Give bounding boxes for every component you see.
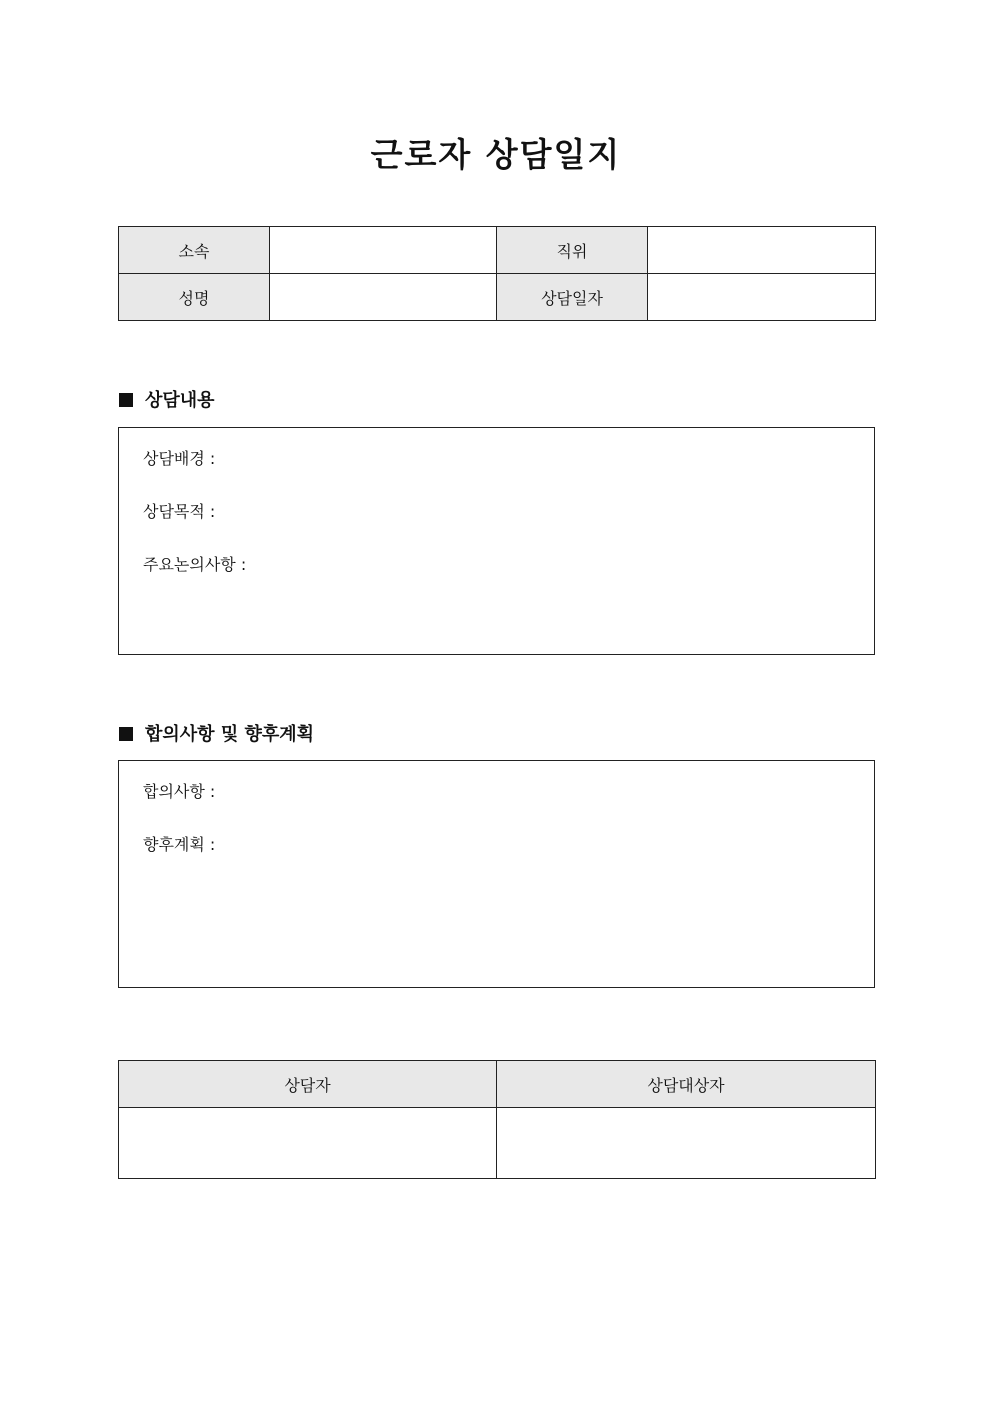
signature-table: [118, 1060, 876, 1179]
consultation-purpose-field: [143, 501, 215, 523]
info-row-affiliation-position: [119, 227, 876, 274]
consultation-purpose-label: 상담목적 :: [143, 502, 216, 521]
counselor-signature-field[interactable]: [119, 1108, 497, 1179]
employee-info-table: [118, 226, 876, 321]
black-square-icon: [119, 393, 133, 407]
name-field[interactable]: [270, 274, 497, 321]
name-label: 성명: [119, 274, 270, 321]
main-discussion-label: 주요논의사항 :: [143, 555, 247, 574]
agreement-field: [143, 781, 215, 803]
consultation-content-box[interactable]: [118, 427, 875, 655]
info-row-name-date: [119, 274, 876, 321]
document-title: 근로자 상담일지: [370, 135, 622, 174]
consultation-date-label: 상담일자: [497, 274, 648, 321]
consultation-background-label: 상담배경 :: [143, 449, 216, 468]
position-field[interactable]: [648, 227, 876, 274]
future-plan-label: 향후계획 :: [143, 835, 216, 854]
affiliation-label: 소속: [119, 227, 270, 274]
agreement-plan-heading-text: 합의사항 및 향후계획: [145, 724, 315, 745]
counselee-label: 상담대상자: [497, 1061, 876, 1108]
counselee-signature-field[interactable]: [497, 1108, 876, 1179]
future-plan-field: [143, 834, 215, 856]
consultation-content-heading-text: 상담내용: [145, 390, 215, 411]
agreement-plan-box[interactable]: [118, 760, 875, 988]
main-discussion-field: [143, 554, 246, 576]
agreement-plan-heading: [119, 723, 314, 747]
consultation-date-field[interactable]: [648, 274, 876, 321]
counselor-label: 상담자: [119, 1061, 497, 1108]
consultation-content-heading: [119, 389, 215, 413]
position-label: 직위: [497, 227, 648, 274]
signature-header-row: [119, 1061, 876, 1108]
affiliation-field[interactable]: [270, 227, 497, 274]
signature-value-row: [119, 1108, 876, 1179]
consultation-background-field: [143, 448, 215, 470]
black-square-icon: [119, 727, 133, 741]
agreement-label: 합의사항 :: [143, 782, 216, 801]
